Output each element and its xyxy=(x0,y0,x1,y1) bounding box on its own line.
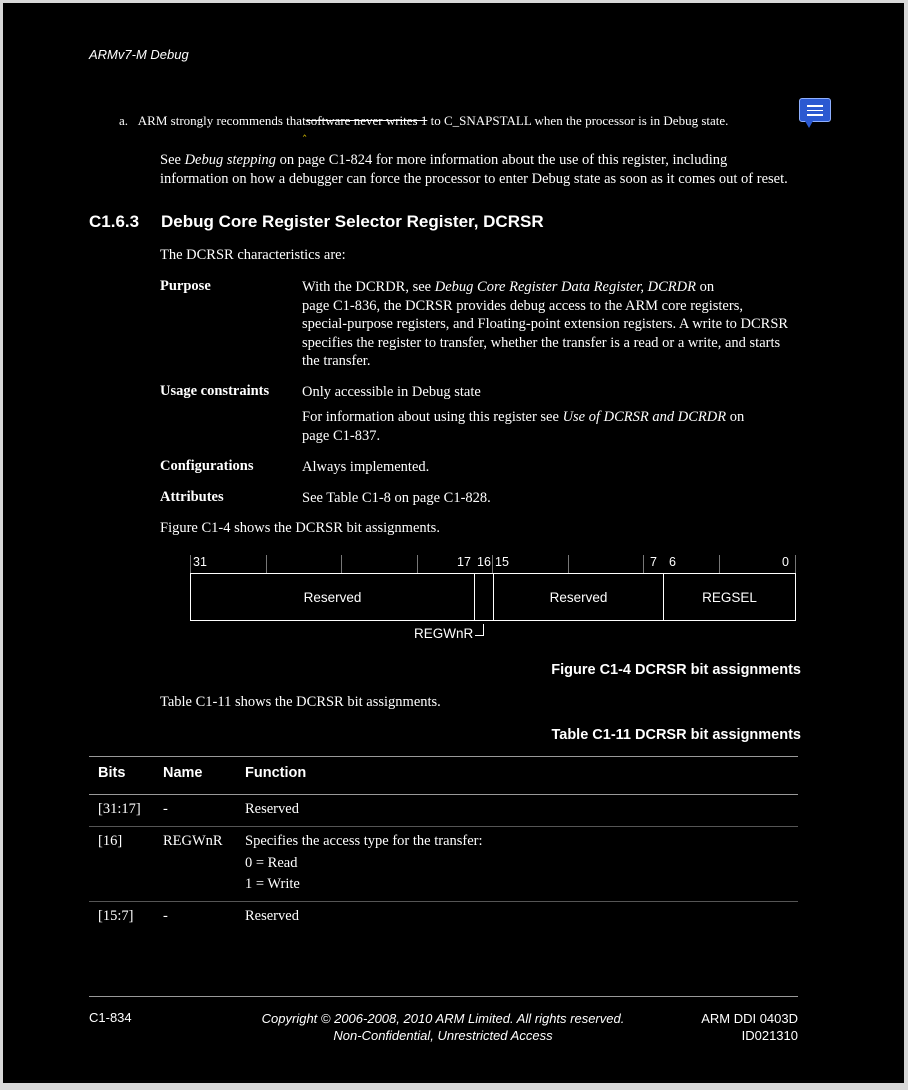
row-rule xyxy=(89,901,798,902)
usage-value-1: Only accessible in Debug state xyxy=(302,384,481,400)
usage-label: Usage constraints xyxy=(160,383,270,399)
footnote-marker: a. xyxy=(119,113,129,128)
bit-number-6: 6 xyxy=(669,555,676,569)
bit-number-0: 0 xyxy=(782,555,789,569)
purpose-value: With the DCRDR, see Debug Core Register Data Register, DCRDR on page C1-836, the DCRSR provides debug access to the ARM core registers, special-purpose registers, and Floating-point extension registers. A write to DCRSR specifies the register to transfer, whether the transfer is a read or a write, and starts the transfer. xyxy=(302,279,789,369)
section-heading xyxy=(89,212,544,232)
document-page: ARMv7-M Debug a. ARM strongly recommends that ‸ software never writes 1 to C_SNAPSTALL when the processor is in Debug state. See Debug stepping on page C1-824 for more information about the use of this register, including information on how a debugger can force the processor to enter Debug state as soon as it comes out of reset. C1.6.3 Debug Core Register Selector Register, DCRSR The DCRSR characteristics are: Purpose With the DCRDR, see Debug Core Register Data Register, DCRDR on page C1-836, the DCRSR provides debug access to the ARM core registers, special-purpose registers, and Floating-point extension registers. A write to DCRSR specifies the register to transfer, whether the transfer is a read or a write, and starts the transfer. Usage constraints Only accessible in Debug state For information about using this register see Use of DCRSR and DCRDR on page C1-837. Configurations Always implemented. Attributes See Table C1-8 on page C1-828. Figure C1-4 shows the DCRSR bit assignments. 31 17 16 15 7 6 0 Reserved Reserved REGSEL REGWnR Figure C1-4 DCRSR bit assignments Table C1-11 shows the DCRSR bit assignments. Table C1-11 DCRSR bit assignments Bits Name Function [31:17] - Reserved [16] REGWnR Specifies the access type for the transfer: 0 = Read 1 = Write [15:7] - Reserved C1-834 Copyright © 2006-2008, 2010 ARM Limited. All rights reserved. Non-Confidential, Unrestricted Access ARM DDI 0403D ID021310 xyxy=(3,3,904,1083)
callout-line xyxy=(475,635,483,636)
figure-caption: Figure C1-4 DCRSR bit assignments xyxy=(551,662,801,678)
callout-line-vertical xyxy=(483,624,484,636)
xref-dcrsr-dcrdr[interactable]: Use of DCRSR and DCRDR xyxy=(562,409,727,425)
insertion-caret-icon: ‸ xyxy=(302,125,307,137)
bit-number-7: 7 xyxy=(650,555,657,569)
section-number: C1.6.3 xyxy=(89,212,140,231)
regwnr-callout-label: REGWnR xyxy=(414,626,474,641)
table-intro: Table C1-11 shows the DCRSR bit assignments. xyxy=(160,694,441,710)
running-header: ARMv7-M Debug xyxy=(89,47,189,62)
bit-number-31: 31 xyxy=(193,555,207,569)
usage-value-2: For information about using this register see Use of DCRSR and DCRDR on page C1-837. xyxy=(302,409,745,444)
row-rule xyxy=(89,826,798,827)
comment-icon[interactable] xyxy=(799,98,831,122)
header-bits: Bits xyxy=(98,765,126,781)
field-regwnr xyxy=(474,573,494,621)
page-number: C1-834 xyxy=(89,1010,132,1025)
footer-copyright: Copyright © 2006-2008, 2010 ARM Limited. All rights reserved. Non-Confidential, Unrestricted Access xyxy=(261,1011,625,1043)
field-reserved-high: Reserved xyxy=(190,573,475,621)
field-reserved-mid: Reserved xyxy=(493,573,664,621)
table-footnote xyxy=(119,113,729,137)
table-top-rule xyxy=(89,756,798,757)
purpose-label: Purpose xyxy=(160,278,211,294)
attributes-value: See Table C1-8 on page C1-828. xyxy=(302,490,491,506)
config-value: Always implemented. xyxy=(302,459,430,475)
section-title: Debug Core Register Selector Register, DCRSR xyxy=(161,212,544,231)
bit-number-16: 16 xyxy=(477,555,491,569)
footer-doc-id: ARM DDI 0403D ID021310 xyxy=(701,1011,798,1043)
section-intro: The DCRSR characteristics are: xyxy=(160,247,346,263)
footer-rule xyxy=(89,996,798,997)
deleted-text-content: software never writes 1 xyxy=(305,113,428,128)
header-name: Name xyxy=(163,765,203,781)
attributes-label: Attributes xyxy=(160,489,224,505)
xref-dcrdr[interactable]: Debug Core Register Data Register, DCRDR xyxy=(434,279,696,295)
footnote-prefix: ARM strongly recommends that xyxy=(137,113,306,128)
deleted-text[interactable] xyxy=(302,113,428,137)
footnote-suffix: to C_SNAPSTALL when the processor is in Debug state. xyxy=(427,113,729,128)
figure-intro: Figure C1-4 shows the DCRSR bit assignments. xyxy=(160,520,440,536)
see-paragraph: See Debug stepping on page C1-824 for more information about the use of this register, including information on how a debugger can force the processor to enter Debug state as soon as it comes out of reset. xyxy=(160,152,788,187)
header-rule xyxy=(89,794,798,795)
header-function: Function xyxy=(245,765,307,781)
config-label: Configurations xyxy=(160,458,254,474)
table-caption: Table C1-11 DCRSR bit assignments xyxy=(551,727,801,743)
xref-debug-stepping[interactable]: Debug stepping xyxy=(184,152,276,168)
bit-number-15: 15 xyxy=(495,555,509,569)
bit-number-17: 17 xyxy=(457,555,471,569)
field-regsel: REGSEL xyxy=(663,573,796,621)
